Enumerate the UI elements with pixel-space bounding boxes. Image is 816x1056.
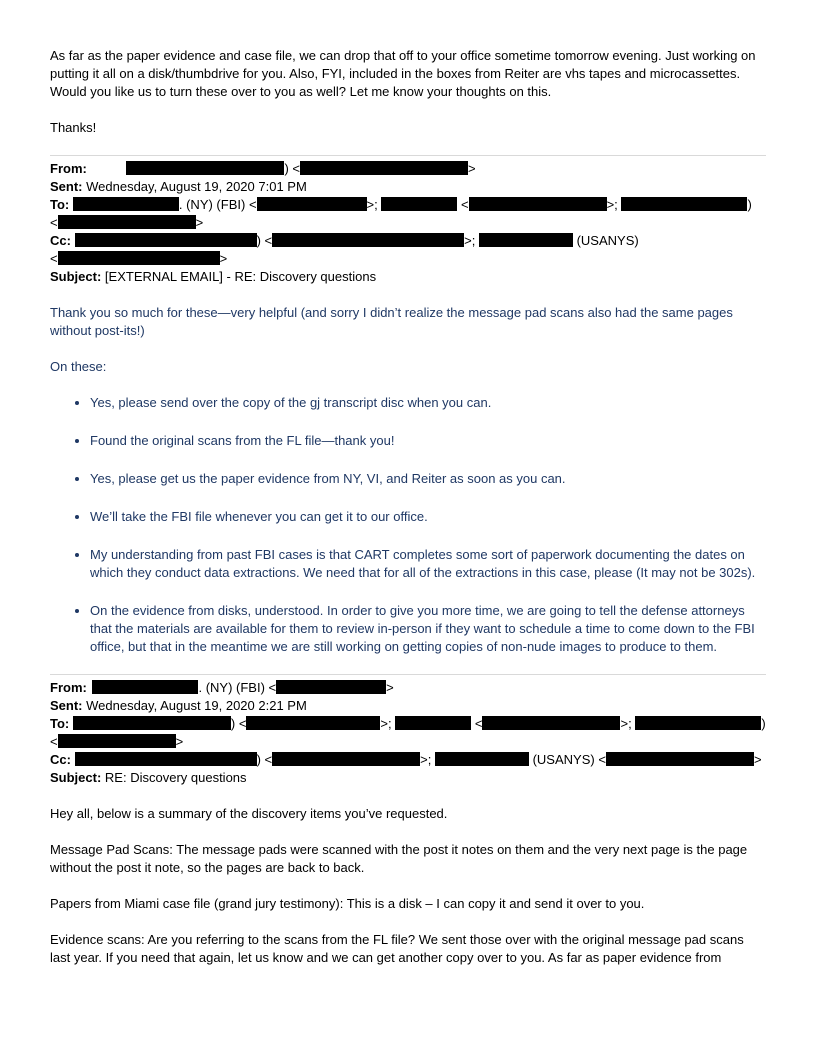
to-label: To: xyxy=(50,197,70,212)
subject-line xyxy=(50,769,766,787)
redaction-block xyxy=(126,161,284,175)
cc-label: Cc: xyxy=(50,752,71,767)
redaction-block xyxy=(58,251,220,265)
to-line-cont: < > xyxy=(50,734,184,749)
redaction-block xyxy=(469,197,607,211)
redaction-block xyxy=(58,734,176,748)
redaction-block xyxy=(246,716,380,730)
redaction-block xyxy=(395,716,471,730)
from-line: From: ) < > xyxy=(50,161,476,176)
header-divider xyxy=(50,674,766,675)
email2-greeting: Hey all, below is a summary of the discovery items you’ve requested. xyxy=(50,806,448,821)
redaction-block xyxy=(75,752,257,766)
redaction-block xyxy=(272,752,420,766)
on-these-text: On these: xyxy=(50,359,107,374)
document-page xyxy=(50,47,766,967)
redaction-block xyxy=(479,233,573,247)
sent-value: Wednesday, August 19, 2020 7:01 PM xyxy=(86,179,307,194)
to-org: . (NY) (FBI) xyxy=(178,197,246,212)
from-org: . (NY) (FBI) xyxy=(198,680,265,695)
list-item: • Yes, please get us the paper evidence from NY, VI, and Reiter as soon as you can. xyxy=(90,470,766,488)
sent-line xyxy=(50,178,766,196)
redaction-block xyxy=(73,716,231,730)
bullet-list xyxy=(50,394,766,656)
email2-paragraph: Message Pad Scans: The message pads were scanned with the post it notes on them and the very next page is the page without the post it note, so the pages are back to back. xyxy=(50,842,748,875)
redaction-block xyxy=(58,215,196,229)
list-item: • We’ll take the FBI file whenever you can get it to our office. xyxy=(90,508,766,526)
to-label: To: xyxy=(50,716,70,731)
list-item: • My understanding from past FBI cases is that CART completes some sort of paperwork documenting the dates on which they conduct data extractions. We need that for all of the extractions in this case, please (It may not be 302s). xyxy=(90,546,766,582)
email-header-1 xyxy=(50,160,766,286)
from-label: From: xyxy=(50,680,87,695)
redaction-block xyxy=(435,752,529,766)
list-item: • Yes, please send over the copy of the gj transcript disc when you can. xyxy=(90,394,766,412)
sent-value: Wednesday, August 19, 2020 2:21 PM xyxy=(86,698,307,713)
subject-label: Subject: xyxy=(50,269,102,284)
email2-paragraph: Papers from Miami case file (grand jury testimony): This is a disk – I can copy it and send it over to you. xyxy=(50,896,645,911)
redaction-block xyxy=(606,752,754,766)
top-paragraph: As far as the paper evidence and case file, we can drop that off to your office sometime tomorrow evening. Just working on putting it all on a disk/thumbdrive for you. Also, FYI, included in the boxes from Reiter are vhs tapes and microcassettes. Would you like us to turn these over to you as well? Let me know your thoughts on this. xyxy=(50,48,756,99)
to-line-cont: < > xyxy=(50,215,204,230)
redaction-block xyxy=(635,716,761,730)
sent-label: Sent: xyxy=(50,698,83,713)
cc-org: (USANYS) xyxy=(532,752,595,767)
sent-line xyxy=(50,697,766,715)
cc-line: Cc: ) < >; (USANYS) < > xyxy=(50,752,762,767)
from-label: From: xyxy=(50,161,87,176)
cc-label: Cc: xyxy=(50,233,71,248)
to-line: To: . (NY) (FBI) < >; < >; ) xyxy=(50,197,752,212)
subject-label: Subject: xyxy=(50,770,102,785)
email-header-2 xyxy=(50,679,766,787)
cc-line-cont: < > xyxy=(50,251,228,266)
redaction-block xyxy=(482,716,620,730)
thanks-text: Thanks! xyxy=(50,120,97,135)
cc-line: Cc: ) < >; (USANYS) xyxy=(50,233,639,248)
redaction-block xyxy=(75,233,257,247)
from-line: From: . (NY) (FBI) < > xyxy=(50,680,394,695)
redaction-block xyxy=(300,161,468,175)
header-divider xyxy=(50,155,766,156)
cc-org: (USANYS) xyxy=(576,233,639,248)
redaction-block xyxy=(257,197,367,211)
email1-intro: Thank you so much for these—very helpful (and sorry I didn’t realize the message pad scans also had the same pages without post-its!) xyxy=(50,305,733,338)
redaction-block xyxy=(73,197,179,211)
list-item: • On the evidence from disks, understood. In order to give you more time, we are going to tell the defense attorneys that the materials are available for them to review in-person if they want to schedule a time to come down to the FBI office, but that in the meantime we are still working on getting copies of non-nude images to produce to them. xyxy=(90,602,766,656)
email2-paragraph: Evidence scans: Are you referring to the scans from the FL file? We sent those over with the original message pad scans last year. If you need that again, let us know and we can get another copy over to you. As far as paper evidence from xyxy=(50,932,744,965)
subject-value: [EXTERNAL EMAIL] - RE: Discovery questions xyxy=(104,269,377,284)
redaction-block xyxy=(381,197,457,211)
subject-line xyxy=(50,268,766,286)
redaction-block xyxy=(272,233,464,247)
subject-value: RE: Discovery questions xyxy=(104,770,247,785)
redaction-block xyxy=(276,680,386,694)
list-item: • Found the original scans from the FL file—thank you! xyxy=(90,432,766,450)
to-line: To: ) < >; < >; ) xyxy=(50,716,766,731)
sent-label: Sent: xyxy=(50,179,83,194)
redaction-block xyxy=(92,680,198,694)
redaction-block xyxy=(621,197,747,211)
